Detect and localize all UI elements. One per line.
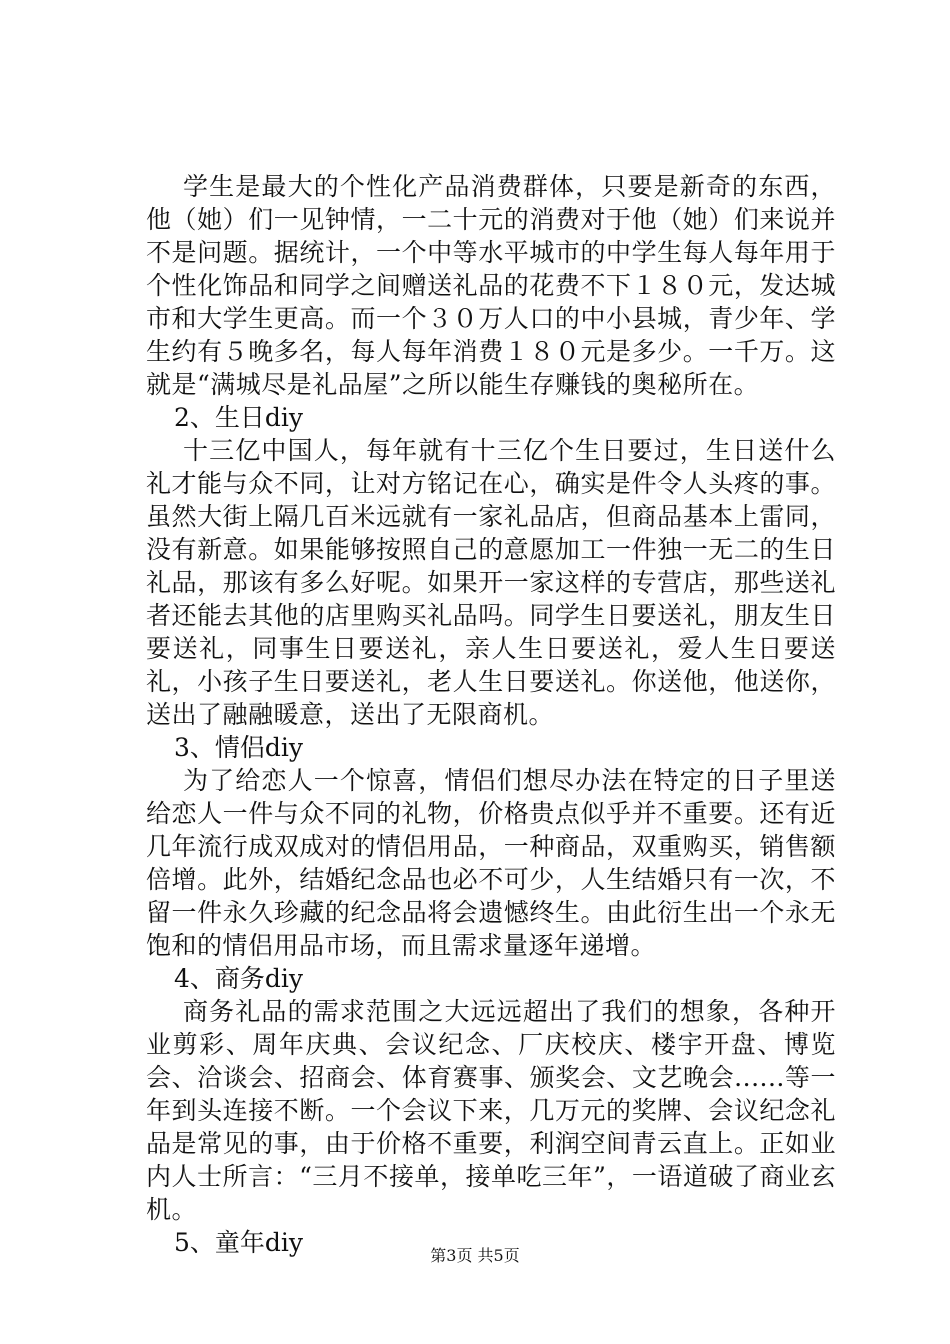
heading-couple-diy: 3、情侣diy <box>174 733 304 762</box>
paragraph-birthday: 十三亿中国人，每年就有十三亿个生日要过，生日送什么礼才能与众不同，让对方铭记在心，确实是件令人头疼的事。虽然大街上隔几百米远就有一家礼品店，但商品基本上雷同，没有新意。如果能够按照自己的意愿加工一件独一无二的生日礼品，那该有多么好呢。如果开一家这样的专营店，那些送礼者还能去其他的店里购买礼品吗。同学生日要送礼，朋友生日要送礼，同事生日要送礼，亲人生日要送礼，爱人生日要送礼，小孩子生日要送礼，老人生日要送礼。你送他，他送你，送出了融融暖意，送出了无限商机。 <box>146 436 836 729</box>
paragraph-students: 学生是最大的个性化产品消费群体，只要是新奇的东西，他（她）们一见钟情，一二十元的消费对于他（她）们来说并不是问题。据统计，一个中等水平城市的中学生每人每年用于个性化饰品和同学之间赠送礼品的花费不下１８０元，发达城市和大学生更高。而一个３０万人口的中小县城，青少年、学生约有５晚多名，每人每年消费１８０元是多少。一千万。这就是“满城尽是礼品屋”之所以能生存赚钱的奥秘所在。 <box>146 172 836 399</box>
heading-childhood-diy: 5、童年diy <box>174 1228 304 1257</box>
heading-birthday-diy: 2、生日diy <box>174 403 304 432</box>
page-footer: 第3页 共5页 <box>430 1246 520 1265</box>
paragraph-business: 商务礼品的需求范围之大远远超出了我们的想象，各种开业剪彩、周年庆典、会议纪念、厂庆校庆、楼宇开盘、博览会、洽谈会、招商会、体育赛事、颁奖会、文艺晚会......等一年到头连接不断。一个会议下来，几万元的奖牌、会议纪念礼品是常见的事，由于价格不重要，利润空间青云直上。正如业内人士所言：“三月不接单，接单吃三年”，一语道破了商业玄机。 <box>146 997 836 1224</box>
document-body <box>146 170 836 1259</box>
paragraph-couple: 为了给恋人一个惊喜，情侣们想尽办法在特定的日子里送给恋人一件与众不同的礼物，价格贵点似乎并不重要。还有近几年流行成双成对的情侣用品，一种商品，双重购买，销售额倍增。此外，结婚纪念品也必不可少，人生结婚只有一次，不留一件永久珍藏的纪念品将会遗憾终生。由此衍生出一个永无饱和的情侣用品市场，而且需求量逐年递增。 <box>146 766 836 960</box>
heading-business-diy: 4、商务diy <box>174 964 304 993</box>
